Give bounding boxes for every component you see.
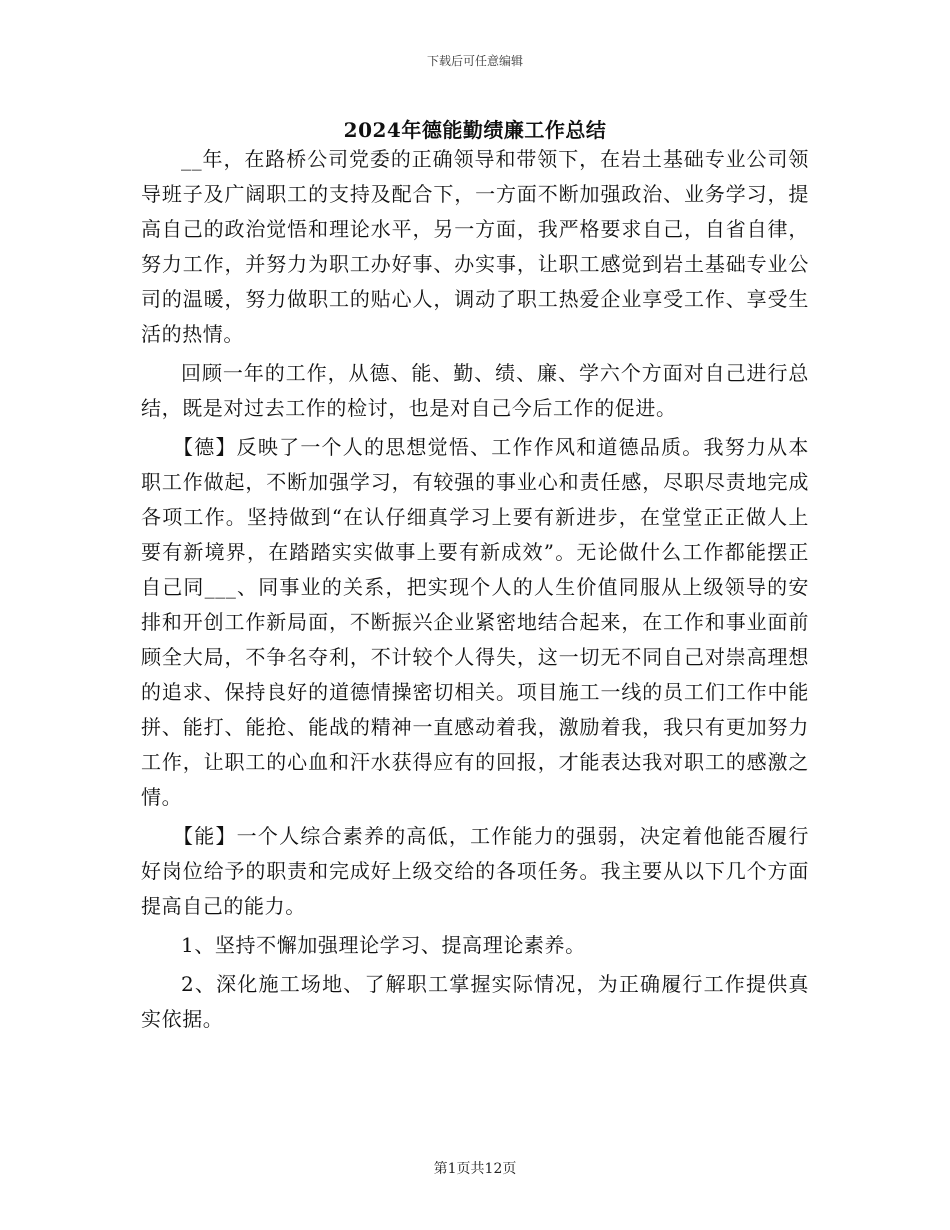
paragraph-de: 【德】反映了一个人的思想觉悟、工作作风和道德品质。我努力从本职工作做起，不断加强学习，有较强的事业心和责任感，尽职尽责地完成各项工作。坚持做到“在认仔细真学习上要有新进步，在堂堂正正做人上要有新境界，在踏踏实实做事上要有新成效”。无论做什么工作都能摆正自己同___、同事业的关系，把实现个人的人生价值同服从上级领导的安排和开创工作新局面，不断振兴企业紧密地结合起来，在工作和事业面前顾全大局，不争名夺利，不计较个人得失，这一切无不同自己对崇高理想的追求、保持良好的道德情操密切相关。项目施工一线的员工们工作中能拼、能打、能抢、能战的精神一直感动着我，激励着我，我只有更加努力工作，让职工的心血和汗水获得应有的回报，才能表达我对职工的感激之情。	[141, 435, 809, 809]
paragraph-review: 回顾一年的工作，从德、能、勤、绩、廉、学六个方面对自己进行总结，既是对过去工作的检讨，也是对自己今后工作的促进。	[141, 361, 809, 420]
paragraph-intro: __年，在路桥公司党委的正确领导和带领下，在岩土基础专业公司领导班子及广阔职工的支持及配合下，一方面不断加强政治、业务学习，提高自己的政治觉悟和理论水平，另一方面，我严格要求自己，自省自律，努力工作，并努力为职工办好事、办实事，让职工感觉到岩土基础专业公司的温暖，努力做职工的贴心人，调动了职工热爱企业享受工作、享受生活的热情。	[141, 147, 809, 346]
page-number: 第1页共12页	[433, 1161, 517, 1177]
header-note: 下载后可任意编辑	[426, 54, 523, 68]
list-item-2: 2、深化施工场地、了解职工掌握实际情况，为正确履行工作提供真实依据。	[141, 972, 809, 1031]
document-body	[141, 142, 809, 1041]
paragraph-neng: 【能】一个人综合素养的高低，工作能力的强弱，决定着他能否履行好岗位给予的职责和完成好上级交给的各项任务。我主要从以下几个方面提高自己的能力。	[141, 824, 809, 918]
document-title: 2024年德能勤绩廉工作总结	[343, 118, 607, 142]
list-item-1: 1、坚持不懈加强理论学习、提高理论素养。	[181, 933, 586, 957]
